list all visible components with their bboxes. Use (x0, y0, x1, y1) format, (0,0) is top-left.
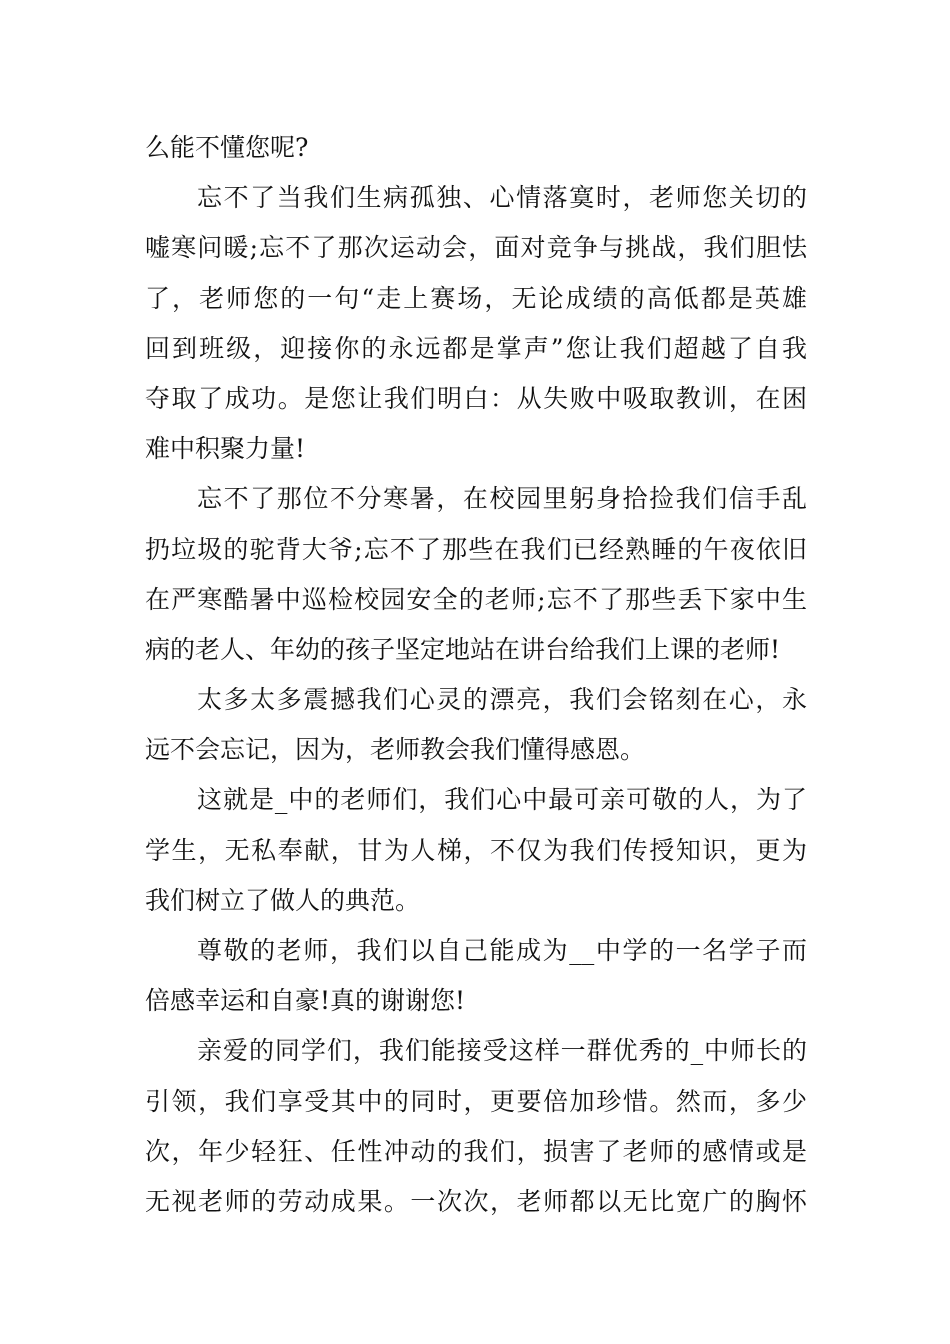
text-line: 太多太多震撼我们心灵的漂亮，我们会铭刻在心，永 (197, 685, 807, 715)
text-line: 远不会忘记，因为，老师教会我们懂得感恩。 (145, 735, 646, 765)
text-line: 回到班级，迎接你的永远都是掌声”您让我们超越了自我 (145, 333, 807, 363)
text-line: 忘不了那位不分寒暑，在校园里躬身拾捡我们信手乱 (197, 484, 807, 514)
document-page (145, 123, 807, 1227)
text-line: 嘘寒问暖;忘不了那次运动会，面对竞争与挑战，我们胆怯 (145, 233, 807, 263)
text-line: 次，年少轻狂、任性冲动的我们，损害了老师的感情或是 (145, 1136, 807, 1166)
text-line: 夺取了成功。是您让我们明白：从失败中吸取教训，在困 (145, 383, 807, 413)
text-line: 么能不懂您呢? (145, 133, 309, 162)
text-line: 无视老师的劳动成果。一次次，老师都以无比宽广的胸怀 (145, 1186, 807, 1216)
text-line: 尊敬的老师，我们以自己能成为__中学的一名学子而 (197, 936, 807, 965)
text-line: 学生，无私奉献，甘为人梯，不仅为我们传授知识，更为 (145, 835, 807, 865)
paragraph-1 (145, 173, 807, 474)
text-line: 倍感幸运和自豪!真的谢谢您! (145, 986, 466, 1016)
paragraph-6 (145, 1026, 807, 1227)
text-line: 在严寒酷暑中巡检校园安全的老师;忘不了那些丢下家中生 (145, 584, 807, 614)
text-line: 忘不了当我们生病孤独、心情落寞时，老师您关切的 (197, 183, 807, 213)
text-line: 亲爱的同学们，我们能接受这样一群优秀的_中师长的 (197, 1036, 807, 1066)
text-line: 扔垃圾的驼背大爷;忘不了那些在我们已经熟睡的午夜依旧 (145, 534, 807, 564)
paragraph-2 (145, 474, 807, 675)
paragraph-3 (145, 675, 807, 775)
paragraph-4 (145, 775, 807, 926)
text-line: 难中积聚力量! (145, 434, 306, 464)
text-line: 引领，我们享受其中的同时，更要倍加珍惜。然而，多少 (145, 1086, 807, 1116)
text-line: 病的老人、年幼的孩子坚定地站在讲台给我们上课的老师! (145, 634, 781, 664)
text-line: 我们树立了做人的典范。 (145, 885, 421, 915)
paragraph-5 (145, 926, 807, 1026)
paragraph-continuation (145, 123, 807, 173)
text-line: 这就是_中的老师们，我们心中最可亲可敬的人，为了 (197, 785, 807, 815)
text-line: 了，老师您的一句“走上赛场，无论成绩的高低都是英雄 (145, 283, 807, 313)
